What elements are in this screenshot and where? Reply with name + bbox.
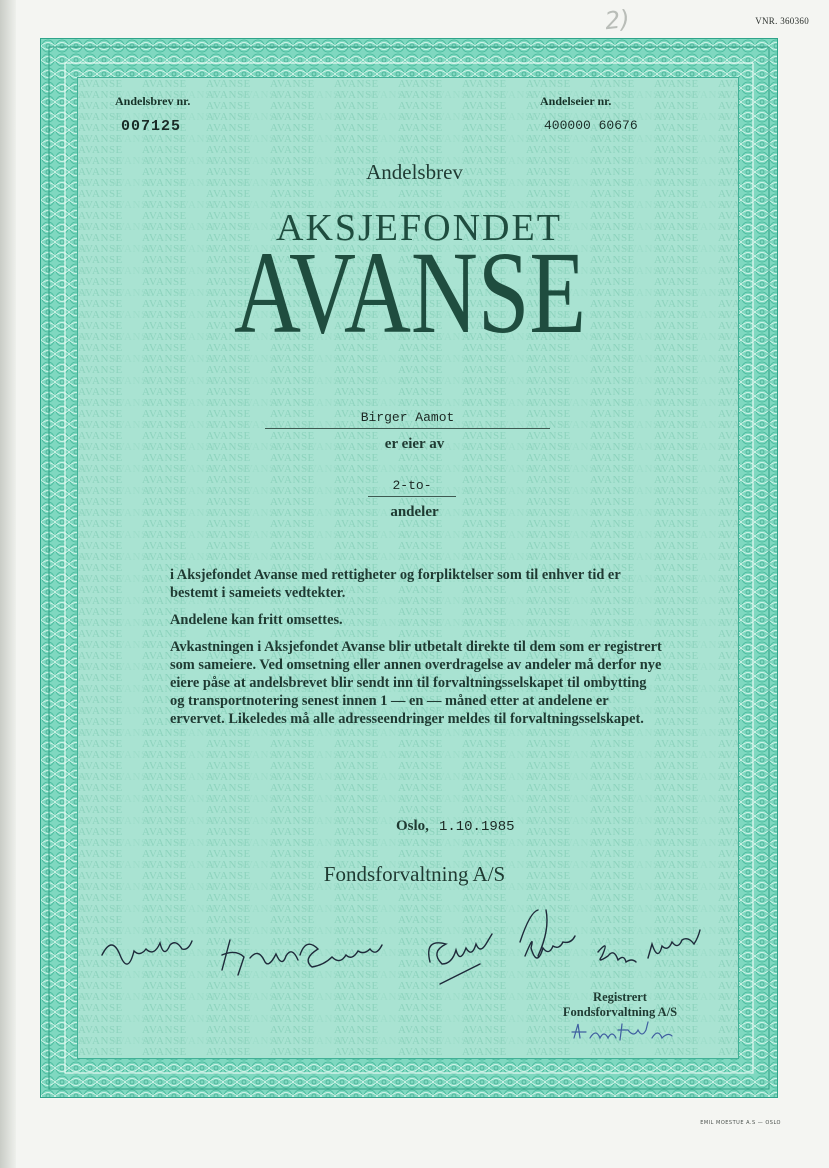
registered-line-2: Fondsforvaltning A/S	[562, 1005, 678, 1019]
signature-4	[429, 934, 492, 984]
aksjefondet-avanse-logo	[228, 200, 598, 350]
certificate-number-label: Andelsbrev nr.	[115, 94, 191, 108]
share-unit: andeler	[390, 504, 439, 520]
terms-paragraph-3: Avkastningen i Aksjefondet Avanse blir utbetalt direkte til dem som er registrert som sameiere. Ved omsetning eller annen overdragelse av andeler må derfor nye eiere påse at andelsbrevet blir sendt inn til forvaltningsselskapet til ombytting og transportnotering senest innen 1 — en — måned etter at andelene er ervervet. Likeledes må alle adresseendringer meldes til forvaltningsselskapet.	[170, 639, 662, 727]
owner-number-label: Andelseier nr.	[540, 94, 612, 108]
registered-stamp	[540, 990, 700, 1020]
signature-3	[300, 944, 382, 967]
logo-line-2: AVANSE	[234, 227, 586, 350]
printer-imprint: EMIL MOESTUE A.S — OSLO	[700, 1120, 781, 1126]
registration-signature	[568, 1018, 688, 1048]
owner-of-text: er eier av	[384, 436, 445, 452]
owner-number: 400000 60676	[544, 118, 638, 133]
form-number: VNR. 360360	[755, 16, 809, 26]
place-and-date	[396, 818, 515, 835]
certificate-type: Andelsbrev	[366, 160, 463, 184]
owner-name: Birger Aamot	[265, 410, 550, 429]
registered-line-1: Registrert	[593, 990, 647, 1004]
fund-manager: Fondsforvaltning A/S	[323, 862, 506, 886]
signature-2	[222, 940, 298, 975]
certificate-number: 007125	[121, 118, 182, 135]
signature-5	[520, 910, 575, 958]
signature-1	[102, 941, 192, 964]
terms-paragraph-2: Andelene kan fritt omsettes.	[170, 612, 343, 628]
issue-date: 1.10.1985	[438, 819, 515, 835]
logo-line-1: AKSJEFONDET	[276, 207, 562, 249]
share-count: 2-to-	[368, 478, 456, 497]
pencil-mark: 2)	[603, 4, 632, 36]
board-signatures	[100, 900, 720, 1000]
place: Oslo,	[396, 818, 429, 834]
signature-6	[598, 930, 700, 962]
terms-paragraph-1: i Aksjefondet Avanse med rettigheter og forpliktelser som til enhver tid er bestemt i sameiets vedtekter.	[170, 567, 621, 601]
terms-text	[170, 566, 662, 737]
